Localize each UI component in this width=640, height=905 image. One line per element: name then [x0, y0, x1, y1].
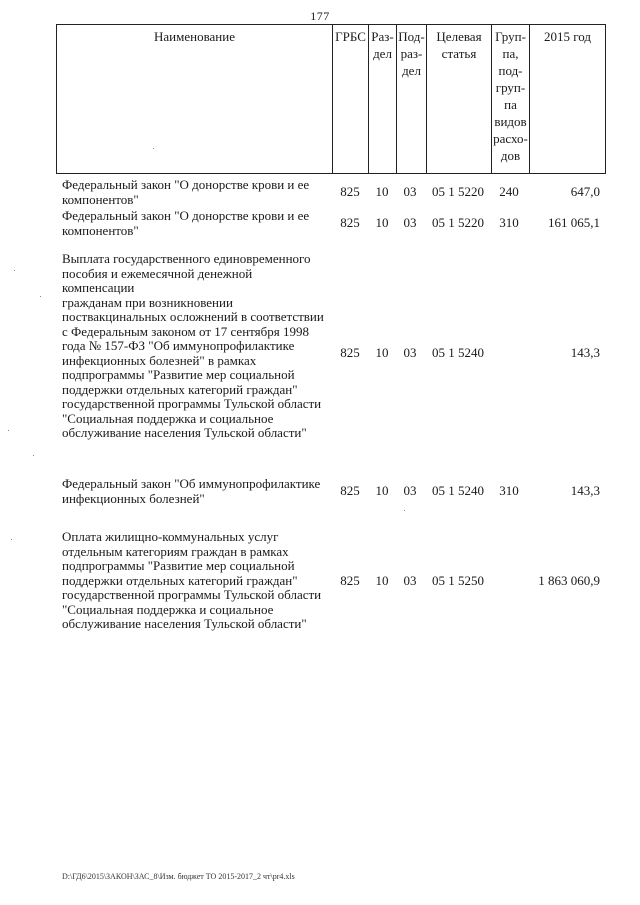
header-podrazdel-line: дел: [402, 63, 421, 78]
scan-speck: [153, 148, 154, 149]
row-name: [62, 530, 324, 632]
scan-speck: [8, 430, 9, 431]
row-name-line: инфекционных болезней": [62, 490, 205, 506]
header-target-line: Целевая: [436, 29, 482, 44]
row-podrazdel: 03: [403, 184, 417, 199]
row-grbs: 825: [340, 345, 360, 360]
scan-speck: [11, 539, 12, 540]
row-name-line: "Социальная поддержка и социальное: [62, 601, 274, 617]
row-razdel: 10: [375, 573, 389, 588]
row-name: [62, 178, 324, 207]
header-vid-line: видов: [494, 114, 527, 129]
header-vid-line: Груп-: [495, 29, 526, 44]
table-row: [56, 530, 606, 640]
row-target: 05 1 5250: [432, 573, 484, 588]
header-vid-line: па: [504, 97, 517, 112]
row-name: [62, 477, 324, 506]
row-amount: 161 065,1: [548, 215, 600, 230]
header-podrazdel-line: раз-: [400, 46, 423, 61]
row-podrazdel: 03: [403, 573, 417, 588]
row-grbs: 825: [340, 573, 360, 588]
header-vid: [491, 25, 529, 173]
scan-speck: [404, 510, 405, 511]
row-razdel: 10: [375, 215, 389, 230]
row-name-line: с Федеральным законом от 17 сентября 1998: [62, 323, 309, 339]
row-vid: 310: [499, 215, 519, 230]
header-target-line: статья: [441, 46, 477, 61]
header-name: [57, 25, 332, 173]
row-name-line: Выплата государственного единовременного: [62, 251, 311, 266]
row-name-line: гражданам при возникновении: [62, 294, 233, 310]
row-name-line: пособия и ежемесячной денежной компенсации: [62, 265, 253, 295]
row-amount: 143,3: [570, 345, 600, 360]
row-name-line: Федеральный закон "О донорстве крови и ее: [62, 208, 310, 223]
row-name-line: подпрограммы "Развитие мер социальной: [62, 367, 295, 382]
row-grbs: 825: [340, 184, 360, 199]
table-row: [56, 477, 606, 507]
scan-speck: [14, 270, 15, 271]
file-path-footer: D:\ГД6\2015\ЗАКОН\ЗАС_8\Изм. бюджет ТО 2015-2017_2 чт\pr4.xls: [62, 872, 295, 881]
row-name-line: подпрограммы "Развитие мер социальной: [62, 558, 295, 573]
row-name-line: отдельным категориям граждан в рамках: [62, 543, 289, 559]
header-podrazdel-line: Под-: [398, 29, 425, 44]
row-amount: 143,3: [570, 483, 600, 498]
row-razdel: 10: [375, 184, 389, 199]
row-vid: 240: [499, 184, 519, 199]
row-name-line: компонентов": [62, 191, 139, 207]
header-vid-line: дов: [500, 148, 521, 163]
row-name-line: поддержки отдельных категорий граждан": [62, 572, 298, 588]
row-grbs: 825: [340, 215, 360, 230]
header-grbs: [332, 25, 368, 173]
page-number: 177: [310, 9, 330, 23]
row-target: 05 1 5220: [432, 215, 484, 230]
row-grbs: 825: [340, 483, 360, 498]
header-razdel: [368, 25, 396, 173]
row-target: 05 1 5220: [432, 184, 484, 199]
header-razdel-line: Раз-: [371, 29, 394, 44]
row-name-line: года № 157-ФЗ "Об иммунопрофилактике: [62, 338, 295, 353]
row-podrazdel: 03: [403, 483, 417, 498]
row-amount: 647,0: [570, 184, 600, 199]
header-podrazdel: [396, 25, 426, 173]
row-vid: 310: [499, 483, 519, 498]
row-name-line: обслуживание населения Тульской области": [62, 616, 307, 631]
table-row: [56, 209, 606, 239]
row-name-line: "Социальная поддержка и социальное: [62, 410, 274, 426]
row-name-line: обслуживание населения Тульской области": [62, 425, 307, 440]
header-vid-line: груп-: [495, 80, 526, 95]
header-name-label: Наименование: [154, 29, 235, 44]
row-name-line: государственной программы Тульской области: [62, 396, 322, 411]
scan-speck: [40, 296, 41, 297]
table-row: [56, 251, 606, 440]
scan-speck: [33, 455, 34, 456]
row-name: [62, 252, 324, 441]
row-razdel: 10: [375, 483, 389, 498]
header-year-label: 2015 год: [544, 29, 591, 44]
header-vid-line: расхо-: [493, 131, 528, 146]
row-name-line: поддержки отдельных категорий граждан": [62, 381, 298, 397]
row-podrazdel: 03: [403, 215, 417, 230]
row-target: 05 1 5240: [432, 345, 484, 360]
header-razdel-line: дел: [373, 46, 392, 61]
header-year: [529, 25, 605, 173]
row-razdel: 10: [375, 345, 389, 360]
header-vid-line: па,: [502, 46, 519, 61]
row-podrazdel: 03: [403, 345, 417, 360]
row-name-line: Федеральный закон "О донорстве крови и ее: [62, 177, 310, 192]
table-header: [56, 24, 606, 174]
header-vid-line: под-: [498, 63, 523, 78]
row-name-line: компонентов": [62, 222, 139, 238]
row-name-line: государственной программы Тульской области: [62, 587, 322, 602]
row-name-line: Оплата жилищно-коммунальных услуг: [62, 529, 279, 544]
row-target: 05 1 5240: [432, 483, 484, 498]
row-name-line: поствакцинальных осложнений в соответствии: [62, 309, 324, 324]
header-target: [426, 25, 491, 173]
header-grbs-label: ГРБС: [335, 29, 366, 44]
row-name-line: инфекционных болезней" в рамках: [62, 352, 257, 368]
table-row: [56, 178, 606, 208]
row-name: [62, 209, 324, 238]
row-amount: 1 863 060,9: [538, 573, 600, 588]
row-name-line: Федеральный закон "Об иммунопрофилактике: [62, 476, 321, 491]
